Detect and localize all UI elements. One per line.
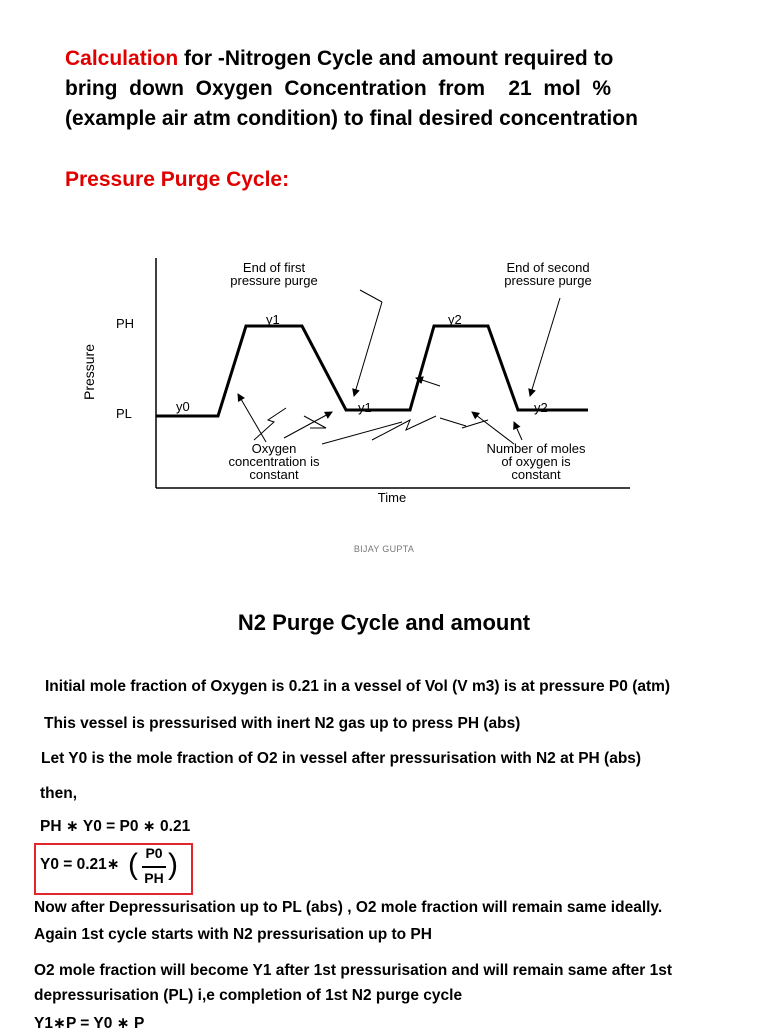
body-line-6: Again 1st cycle starts with N2 pressurisation up to PH	[34, 926, 432, 943]
y1-top-label: y1	[266, 312, 280, 327]
y2-top-label: y2	[448, 312, 462, 327]
end-second-line2: pressure purge	[504, 273, 592, 288]
oxygen-line1: Oxygen	[251, 441, 297, 456]
end-first-line1: End of first	[242, 260, 306, 275]
oxygen-line2: concentration is	[228, 454, 320, 469]
credit: BIJAY GUPTA	[353, 544, 415, 554]
equation-2-left: Y0 = 0.21∗	[40, 856, 120, 873]
arrow-end-first	[354, 302, 382, 396]
pl-label: PL	[116, 406, 132, 421]
equation-2-close-paren: )	[168, 848, 178, 881]
ph-label: PH	[116, 316, 135, 331]
heading-line-3: (example air atm condition) to final desired concentration	[65, 107, 638, 130]
body-line-3: Let Y0 is the mole fraction of O2 in vessel after pressurisation with N2 at PH (abs)	[41, 750, 642, 767]
section-title: N2 Purge Cycle and amount	[237, 610, 531, 635]
heading-red-word: Calculation	[65, 47, 179, 70]
arrow-moles-3	[514, 422, 522, 440]
oxygen-line3: constant	[249, 467, 299, 482]
equation-2-open-paren: (	[128, 848, 138, 881]
body-line-2: This vessel is pressurised with inert N2 gas up to press PH (abs)	[44, 715, 521, 732]
subheading: Pressure Purge Cycle:	[65, 168, 290, 191]
body-line-9: Y1∗P = Y0 ∗ P	[34, 1015, 145, 1032]
y2-bottom-label: y2	[534, 400, 548, 415]
end-second-line1: End of second	[506, 260, 590, 275]
fraction-bar	[142, 866, 166, 868]
heading-line-2: bring down Oxygen Concentration from 21 mol %	[65, 77, 612, 100]
equation-2-numerator: P0	[145, 845, 163, 861]
y0-label: y0	[176, 399, 190, 414]
x-axis-label: Time	[377, 490, 407, 505]
equation-2-denominator: PH	[144, 870, 164, 886]
end-first-line2: pressure purge	[230, 273, 318, 288]
arrow-oxygen-2	[284, 412, 332, 438]
moles-line3: constant	[511, 467, 561, 482]
moles-line2: of oxygen is	[501, 454, 571, 469]
body-line-5: Now after Depressurisation up to PL (abs) , O2 mole fraction will remain same ideally.	[34, 899, 663, 916]
body-line-4: then,	[40, 785, 78, 802]
pressure-purge-figure	[70, 250, 650, 515]
body-line-8: depressurisation (PL) i,e completion of 1st N2 purge cycle	[34, 987, 463, 1004]
moles-line1: Number of moles	[486, 441, 586, 456]
arrow-end-second	[530, 298, 560, 396]
y-axis-label: Pressure	[81, 343, 97, 401]
body-line-7: O2 mole fraction will become Y1 after 1st pressurisation and will remain same after 1st	[34, 962, 673, 979]
pressure-trace	[156, 326, 588, 416]
arrow-moles-1	[416, 378, 440, 386]
arrow-oxygen-1	[238, 394, 266, 442]
body-line-1: Initial mole fraction of Oxygen is 0.21 in a vessel of Vol (V m3) is at pressure P0 (atm)	[45, 678, 671, 695]
heading-line-1: Calculation for -Nitrogen Cycle and amount required to	[65, 47, 614, 70]
equation-1: PH ∗ Y0 = P0 ∗ 0.21	[40, 818, 191, 835]
y1-bottom-label: y1	[358, 400, 372, 415]
arrow-moles-2	[472, 412, 514, 444]
